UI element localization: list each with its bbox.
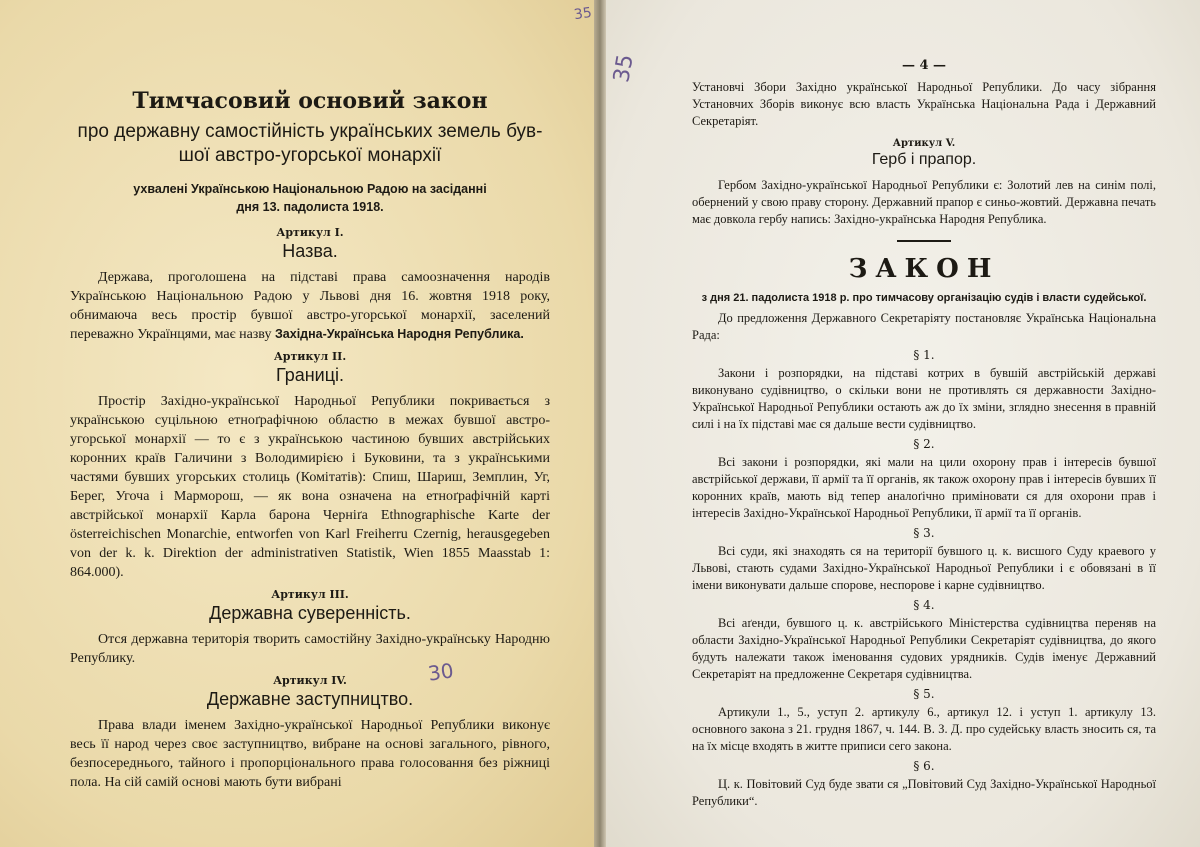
- article-4-text: Права влади іменем Західно-української Народньої Републики виконує весь її народ через своє заступництво, вибране на основі загального, рівного, безпосереднього, тайного і пропорціонального права голосовання без ріжниці пола. На сій самій основі мають бути вибрані: [70, 718, 550, 790]
- adoption-note: [70, 180, 550, 216]
- article-1-text: Держава, проголошена на підставі права самоозначення народів Українською Національною Радою у Львові дня 16. жовтня 1918 року, обнимаюча весь простір бувшої австро-угорської монархії, заселений переважно Українцями, має назву Західна-Українська Народня Република.: [70, 270, 550, 342]
- article-1: [70, 226, 550, 344]
- article-5-label: Артикул V.: [892, 138, 956, 149]
- continuation-text: Установчі Збори Західно української Народньої Републики. До часу зібрання Установчих Зборів виконує всю власть Українська Національна Рада і Державний Секретаріят.: [692, 80, 1156, 128]
- document-subtitle-line-1: про державну самостійність українських земель був-: [77, 121, 543, 142]
- section-2-text: Всі закони і розпорядки, які мали на цили охорону прав і інтересів бувшої австрійської держави, її армії та її органів, як також охорону прав і інтересів бувших її коронних країв, мають від тепер аналоґічно приміновати ся для охорони прав і інтересів Західно-Української Народньої Републики, її армії та її органів.: [692, 455, 1156, 520]
- article-3: [70, 588, 550, 668]
- article-1-label: Артикул І.: [276, 226, 344, 239]
- section-6-mark: § 6.: [913, 759, 935, 773]
- section-6-text: Ц. к. Повітовий Суд буде звати ся „Повітовий Суд Західно-Української Народньої Републики“.: [692, 777, 1156, 808]
- article-4: [70, 674, 550, 792]
- article-2-heading: Границі.: [275, 365, 345, 385]
- article-2-label: Артикул ІІ.: [273, 350, 347, 363]
- section-5-mark: § 5.: [913, 687, 935, 701]
- section-1-text: Закони і розпорядки, на підставі котрих в бувшій австрійській державі виконувано судівництво, о скільки вони не противлять ся державности Західно-Української Народньої Републики остають аж до їх зміни, зглядно знесення в правній силі і на їх підставі має ся дальше вести судівництво.: [692, 366, 1156, 431]
- article-3-heading: Державна суверенність.: [209, 603, 411, 623]
- handwritten-margin-note: 35: [609, 52, 639, 85]
- handwritten-number-top: 35: [572, 4, 593, 24]
- page-number: — 4 —: [901, 58, 947, 73]
- article-5-heading: Герб і прапор.: [871, 151, 977, 168]
- section-3-mark: § 3.: [913, 526, 935, 540]
- left-page: [0, 0, 594, 847]
- section-4-text: Всі аґенди, бувшого ц. к. австрійського Міністерства судівництва переняв на области Західно-Української Народньої Републики Секретаріят судівництва, до якого будуть належати також іменовання судових урядників. Судів іменує Державний Секретаріят на предложенне Секретаря судівництва.: [692, 616, 1156, 681]
- article-2: [70, 350, 550, 582]
- article-3-label: Артикул ІІІ.: [271, 588, 349, 601]
- article-1-heading: Назва.: [282, 241, 338, 261]
- section-4-mark: § 4.: [913, 598, 935, 612]
- document-title: Тимчасовий основий закон: [132, 88, 488, 114]
- adoption-note-line-2: дня 13. падолиста 1918.: [236, 200, 384, 214]
- book-spine: [594, 0, 606, 847]
- law-date: з дня 21. падолиста 1918 р. про тимчасову організацію судів і власти судейської.: [701, 292, 1147, 304]
- article-2-text: Простір Західно-української Народньої Републики покривається з українською суцільною етноґрафічною областю в межах бувшої австро-угорської монархії — то є з українською частиною бувших австрійських коронних країв Галичини з Володимирією і Буковини, та з українськими частями бувших угорських столиць (Комітатів): Спиш, Шариш, Земплин, Уг, Берег, Угоча і Марморош, — як вона означена на етноґрафічній карті австрійської монархії Карла барона Черніґа Ethnographische Karte der österreichischen Monarchie, entworfen von Karl Freiherru Czernig, herausgegeben von der k. k. Direktion der administrativen Statistik, Wien 1855 Maasstab 1: 864.000).: [70, 394, 550, 580]
- section-2-mark: § 2.: [913, 437, 935, 451]
- article-4-heading: Державне заступництво.: [206, 689, 414, 709]
- article-3-text: Отся державна територія творить самостійну Західно-українську Народню Републику.: [70, 632, 550, 666]
- document-subtitle-line-2: шої австро-угорської монархії: [178, 145, 442, 166]
- section-5-text: Артикули 1., 5., уступ 2. артикулу 6., артикул 12. і уступ 1. артикулу 13. основного закона з 21. грудня 1867, ч. 144. В. З. Д. про судейську власть зносить ся, та на їх місце входять в житте приписи сего закона.: [692, 705, 1156, 753]
- right-page: [606, 0, 1200, 847]
- section-1-mark: § 1.: [913, 348, 935, 362]
- adoption-note-line-1: ухвалені Українською Національною Радою на засіданні: [133, 182, 487, 196]
- law-preamble: До предложення Державного Секретаріяту постановляє Українська Національна Рада:: [692, 311, 1156, 342]
- law-title: ЗАКОН: [848, 254, 1000, 284]
- article-5-text: Гербом Західно-української Народньої Републики є: Золотий лев на синім полі, обернений у свою праву сторону. Державний прапор є синьо-жовтий. Державна печать має довкола гербу напись: Західно-українська Народня Република.: [692, 178, 1156, 226]
- section-divider: [897, 240, 951, 242]
- handwritten-number-bottom: 30: [426, 658, 455, 686]
- section-3-text: Всі суди, які знаходять ся на території бувшого ц. к. висшого Суду краевого у Львові, стають судами Західно-Української Народньої Републики і є обовязані в її імени виконувати дальше спорове, неспорове і карне судівництво.: [692, 544, 1156, 592]
- article-4-label: Артикул IV.: [273, 674, 347, 687]
- republic-name: Західна-Українська Народня Република.: [274, 327, 524, 341]
